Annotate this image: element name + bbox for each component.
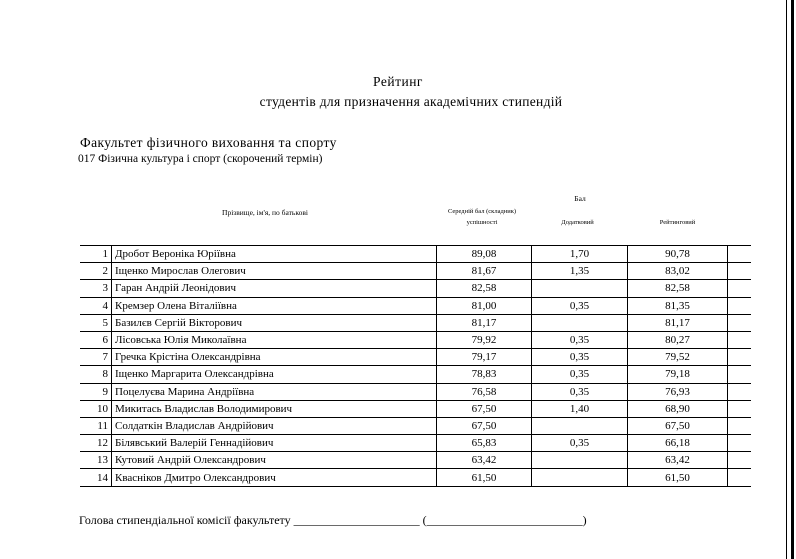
additional-score: 1,40 — [532, 400, 628, 417]
additional-score: 0,35 — [532, 297, 628, 314]
rating-score: 81,35 — [628, 297, 728, 314]
additional-score — [532, 452, 628, 469]
empty-cell — [728, 417, 752, 434]
empty-cell — [728, 246, 752, 263]
document-subtitle: студентів для призначення академічних стипендій — [259, 94, 563, 109]
rating-score: 81,17 — [628, 314, 728, 331]
average-score: 63,42 — [437, 452, 532, 469]
row-number: 10 — [80, 400, 112, 417]
additional-score: 0,35 — [532, 435, 628, 452]
additional-score: 1,70 — [532, 246, 628, 263]
average-score: 82,58 — [437, 280, 532, 297]
additional-score: 0,35 — [532, 331, 628, 348]
average-score: 65,83 — [437, 435, 532, 452]
empty-cell — [728, 366, 752, 383]
average-score: 89,08 — [437, 246, 532, 263]
table-row — [80, 280, 751, 297]
table-row — [80, 383, 751, 400]
table-row — [80, 297, 751, 314]
table-row — [80, 331, 751, 348]
table-row — [80, 314, 751, 331]
table-row — [80, 263, 751, 280]
rating-score: 82,58 — [628, 280, 728, 297]
rating-score: 79,52 — [628, 349, 728, 366]
student-name: Кутовий Андрій Олександрович — [112, 452, 437, 469]
average-score: 67,50 — [437, 400, 532, 417]
header-rating: Рейтинговий — [659, 219, 696, 226]
student-name: Солдаткін Владислав Андрійович — [112, 417, 437, 434]
row-number: 4 — [80, 297, 112, 314]
student-name: Іщенко Мирослав Олегович — [112, 263, 437, 280]
student-name: Іщенко Маргарита Олександрівна — [112, 366, 437, 383]
empty-cell — [728, 280, 752, 297]
empty-cell — [728, 263, 752, 280]
student-name: Гаран Андрій Леонідович — [112, 280, 437, 297]
empty-cell — [728, 349, 752, 366]
row-number: 8 — [80, 366, 112, 383]
average-score: 79,17 — [437, 349, 532, 366]
rating-score: 80,27 — [628, 331, 728, 348]
average-score: 81,67 — [437, 263, 532, 280]
row-number: 13 — [80, 452, 112, 469]
empty-cell — [728, 383, 752, 400]
row-number: 3 — [80, 280, 112, 297]
additional-score: 1,35 — [532, 263, 628, 280]
additional-score: 0,35 — [532, 366, 628, 383]
rating-score: 68,90 — [628, 400, 728, 417]
additional-score — [532, 417, 628, 434]
rating-score: 66,18 — [628, 435, 728, 452]
student-name: Квасніков Дмитро Олександрович — [112, 469, 437, 486]
additional-score — [532, 469, 628, 486]
rating-score: 76,93 — [628, 383, 728, 400]
empty-cell — [728, 452, 752, 469]
rating-score: 67,50 — [628, 417, 728, 434]
table-row — [80, 452, 751, 469]
average-score: 76,58 — [437, 383, 532, 400]
table-row — [80, 246, 751, 263]
student-name: Поцелуєва Марина Андріївна — [112, 383, 437, 400]
faculty-name: Факультет фізичного виховання та спорту — [80, 135, 337, 150]
student-name: Базилєв Сергій Вікторович — [112, 314, 437, 331]
additional-score: 0,35 — [532, 349, 628, 366]
row-number: 6 — [80, 331, 112, 348]
average-score: 81,17 — [437, 314, 532, 331]
rating-table — [80, 245, 751, 487]
specialty-name: 017 Фізична культура і спорт (скорочений термін) — [78, 153, 323, 165]
empty-cell — [728, 314, 752, 331]
student-name: Дробот Вероніка Юріївна — [112, 246, 437, 263]
row-number: 2 — [80, 263, 112, 280]
empty-cell — [728, 469, 752, 486]
student-name: Микитась Владислав Володимирович — [112, 400, 437, 417]
table-row — [80, 366, 751, 383]
header-average: Середній бал (складник) успішності — [447, 208, 517, 226]
rating-score: 63,42 — [628, 452, 728, 469]
header-additional: Додатковий — [561, 219, 594, 226]
student-name: Гречка Крістіна Олександрівна — [112, 349, 437, 366]
row-number: 1 — [80, 246, 112, 263]
table-row — [80, 469, 751, 486]
table-row — [80, 435, 751, 452]
row-number: 5 — [80, 314, 112, 331]
commission-signature-line: Голова стипендіальної комісії факультету _____________________ (__________________________) — [79, 513, 587, 527]
empty-cell — [728, 297, 752, 314]
average-score: 61,50 — [437, 469, 532, 486]
student-name: Білявський Валерій Геннадійович — [112, 435, 437, 452]
rating-score: 79,18 — [628, 366, 728, 383]
row-number: 12 — [80, 435, 112, 452]
average-score: 78,83 — [437, 366, 532, 383]
empty-cell — [728, 400, 752, 417]
average-score: 79,92 — [437, 331, 532, 348]
additional-score: 0,35 — [532, 383, 628, 400]
rating-score: 90,78 — [628, 246, 728, 263]
empty-cell — [728, 435, 752, 452]
average-score: 67,50 — [437, 417, 532, 434]
row-number: 14 — [80, 469, 112, 486]
student-name: Кремзер Олена Віталіївна — [112, 297, 437, 314]
table-row — [80, 417, 751, 434]
average-score: 81,00 — [437, 297, 532, 314]
table-row — [80, 400, 751, 417]
row-number: 7 — [80, 349, 112, 366]
student-name: Лісовська Юлія Миколаївна — [112, 331, 437, 348]
empty-cell — [728, 331, 752, 348]
header-name: Прізвище, ім'я, по батькові — [222, 208, 308, 217]
document-title: Рейтинг — [373, 74, 423, 89]
additional-score — [532, 314, 628, 331]
table-row — [80, 349, 751, 366]
rating-score: 83,02 — [628, 263, 728, 280]
additional-score — [532, 280, 628, 297]
header-score-group: Бал — [574, 194, 586, 203]
row-number: 9 — [80, 383, 112, 400]
rating-score: 61,50 — [628, 469, 728, 486]
row-number: 11 — [80, 417, 112, 434]
